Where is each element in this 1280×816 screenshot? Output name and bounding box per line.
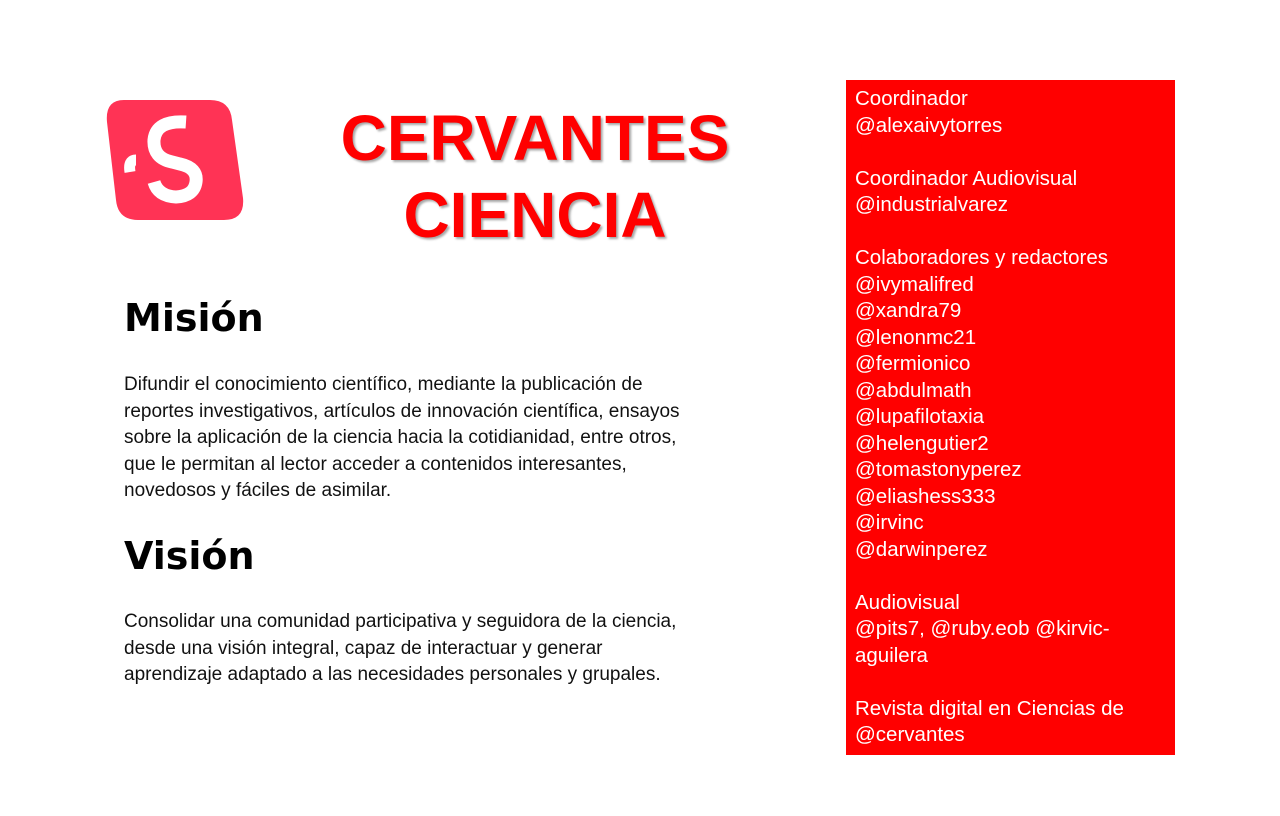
coordinador-audiovisual-handle: @industrialvarez <box>855 193 1008 216</box>
mision-heading: Misión <box>124 296 264 340</box>
colaborador-handle: @lupafilotaxia <box>855 405 985 428</box>
colaborador-handle: @tomastonyperez <box>855 458 1022 481</box>
colaboradores-label: Colaboradores y redactores <box>855 246 1108 269</box>
brand-title <box>290 100 780 254</box>
vision-text <box>124 609 724 689</box>
audiovisual-handles: @pits7, @ruby.eob @kirvic- <box>855 617 1110 640</box>
colaborador-handle: @helengutier2 <box>855 431 989 455</box>
audiovisual-label: Audiovisual <box>855 590 960 614</box>
colaborador-handle: @xandra79 <box>855 299 962 322</box>
colaborador-handle: @fermionico <box>855 352 971 375</box>
audiovisual-handles: aguilera <box>855 643 928 667</box>
colaborador-handle: @darwinperez <box>855 537 988 561</box>
cervantes-ciencia-s-logo-icon <box>106 100 244 220</box>
coordinador-group <box>855 86 1167 139</box>
mision-text <box>124 372 724 505</box>
mision-text-line: novedosos y fáciles de asimilar. <box>124 480 392 501</box>
credits-panel <box>846 80 1175 755</box>
vision-heading: Visión <box>124 534 255 578</box>
colaborador-handle: @eliashess333 <box>855 484 996 508</box>
coordinador-audiovisual-label: Coordinador Audiovisual <box>855 166 1078 190</box>
coordinador-audiovisual-group <box>855 166 1167 219</box>
audiovisual-group <box>855 590 1167 670</box>
mision-text-line: que le permitan al lector acceder a contenidos interesantes, <box>124 453 627 475</box>
revista-handle: @cervantes <box>855 723 965 746</box>
vision-text-line: Consolidar una comunidad participativa y seguidora de la ciencia, <box>124 611 677 632</box>
colaborador-handle: @ivymalifred <box>855 272 974 296</box>
mision-text-line: Difundir el conocimiento científico, mediante la publicación de <box>124 374 643 395</box>
brand-title-line-2: CIENCIA <box>403 178 667 251</box>
colaboradores-group <box>855 245 1167 563</box>
coordinador-label: Coordinador <box>855 87 968 110</box>
vision-text-line: desde una visión integral, capaz de interactuar y generar <box>124 637 603 659</box>
colaborador-handle: @irvinc <box>855 511 924 534</box>
cervantes-ciencia-logo <box>106 100 244 220</box>
coordinador-handle: @alexaivytorres <box>855 113 1003 137</box>
revista-text: Revista digital en Ciencias de <box>855 696 1124 720</box>
brand-title-line-1: CERVANTES <box>340 102 730 174</box>
mision-text-line: reportes investigativos, artículos de innovación científica, ensayos <box>124 400 680 422</box>
vision-text-line: aprendizaje adaptado a las necesidades personales y grupales. <box>124 664 661 685</box>
revista-group <box>855 696 1167 749</box>
mision-text-line: sobre la aplicación de la ciencia hacia la cotidianidad, entre otros, <box>124 427 677 448</box>
colaborador-handle: @lenonmc21 <box>855 325 977 349</box>
colaborador-handle: @abdulmath <box>855 378 972 402</box>
